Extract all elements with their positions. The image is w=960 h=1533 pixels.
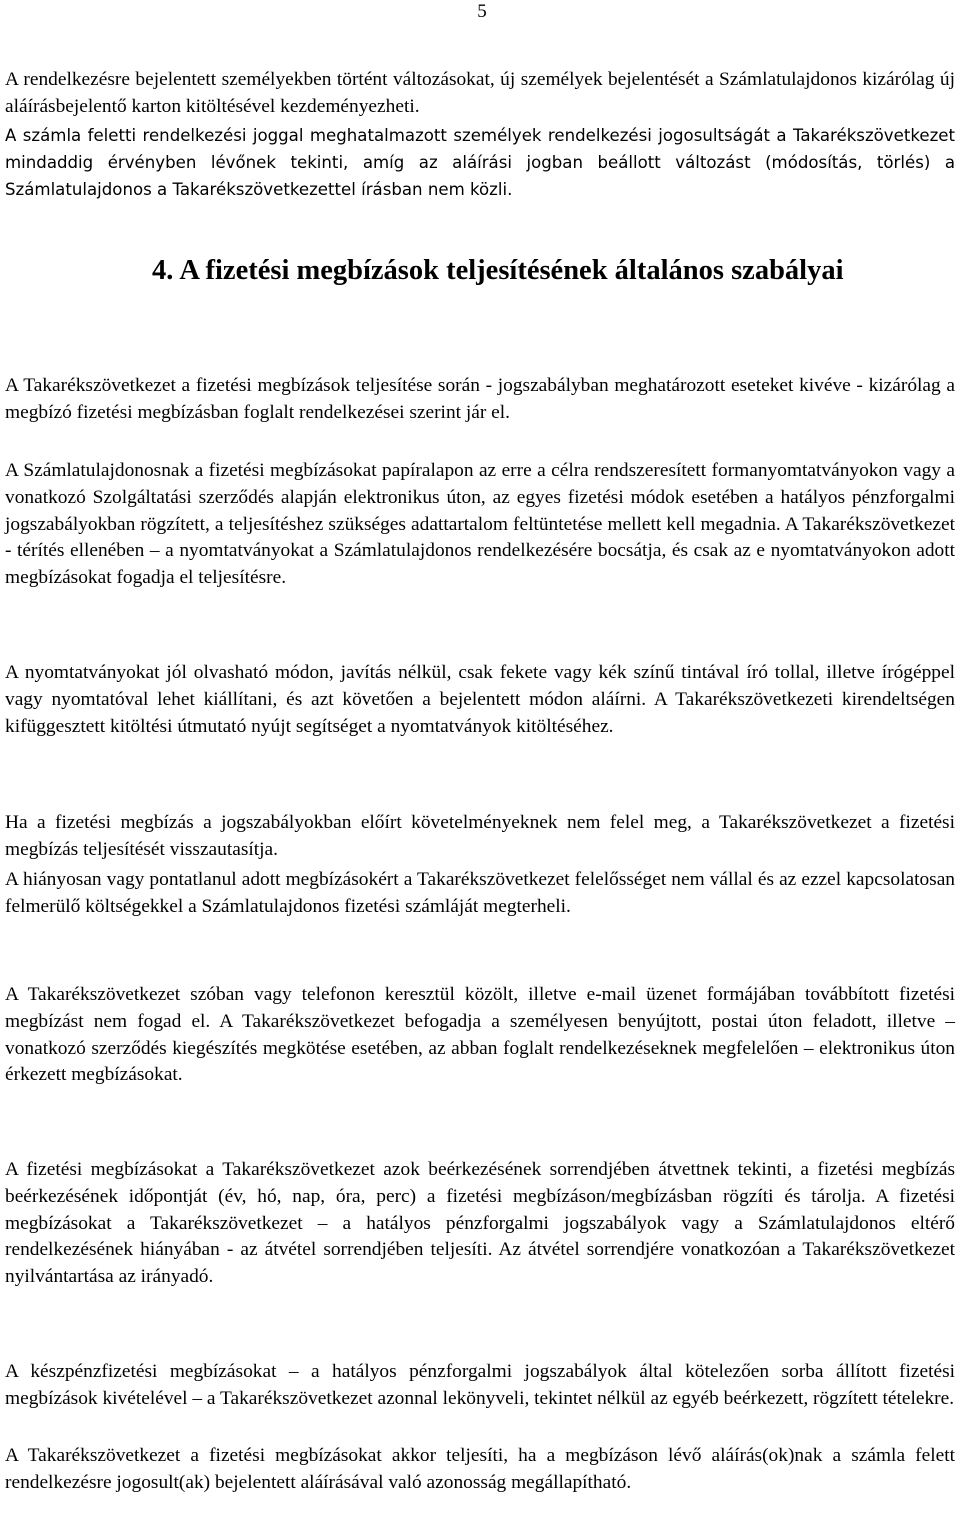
paragraph-form-filling: A nyomtatványokat jól olvasható módon, javítás nélkül, csak fekete vagy kék színű tintával író tollal, illetve írógéppel vagy nyomtatóval lehet kiállítani, és azt követően a bejelentett módon aláírni. A Takarékszövetkezeti kirendeltségen kifüggesztett kitöltési útmutató nyújt segítséget a nyomtatványok kitöltéséhez. [5,662,955,737]
paragraph-accepted-channels: A Takarékszövetkezet szóban vagy telefonon keresztül közölt, illetve e-mail üzenet formájában továbbított fizetési megbízást nem fogad el. A Takarékszövetkezet befogadja a személyesen benyújtott, postai úton feladott, illetve – vonatkozó szerződés kiegészítés megkötése esetében, az abban foglalt rendelkezéseknek megfelelően – elektronikus úton érkezett megbízásokat. [5,984,955,1086]
paragraph-receipt-order: A fizetési megbízásokat a Takarékszövetkezet azok beérkezésének sorrendjében átvettnek tekinti, a fizetési megbízás beérkezésének időpontját (év, hó, nap, óra, perc) a fizetési megbízáson/megbízásban rögzíti és tárolja. A fizetési megbízásokat a Takarékszövetkezet – a hatályos pénzforgalmi jogszabályok vagy a Számlatulajdonos eltérő rendelkezésének hiányában - az átvétel sorrendjében teljesíti. Az átvétel sorrendjére vonatkozóan a Takarékszövetkezet nyilvántartása az irányadó. [5,1159,955,1288]
paragraph-authorized-persons: A számla feletti rendelkezési joggal meghatalmazott személyek rendelkezési jogosultságát a Takarékszövetkezet mindaddig érvényben lévőnek tekinti, amíg az aláírási jogban beállott változást (módosítás, törlés) a Számlatulajdonos a Takarékszövetkezettel írásban nem közli. [5,126,955,200]
paragraph-liability: A hiányosan vagy pontatlanul adott megbízásokért a Takarékszövetkezet felelősséget nem vállal és az ezzel kapcsolatosan felmerülő költségekkel a Számlatulajdonos fizetési számláját megterheli. [5,869,955,917]
paragraph-forms-submission: A Számlatulajdonosnak a fizetési megbízásokat papíralapon az erre a célra rendszeresített formanyomtatványokon vagy a vonatkozó Szolgáltatási szerződés alapján elektronikus úton, az egyes fizetési módok esetében a hatályos pénzforgalmi jogszabályokban rögzített, a teljesítéshez szükséges adattartalom feltüntetése mellett kell megadnia. A Takarékszövetkezet - térítés ellenében – a nyomtatványokat a Számlatulajdonos rendelkezésére bocsátja, és csak az e nyomtatványokon adott megbízásokat fogadja el teljesítésre. [5,460,955,589]
section-title: A fizetési megbízások teljesítésének általános szabályai [179,255,844,286]
page-number: 5 [477,1,487,22]
paragraph-signature-verification: A Takarékszövetkezet a fizetési megbízásokat akkor teljesíti, ha a megbízáson lévő aláírás(ok)nak a számla felett rendelkezésre jogosult(ak) bejelentett aláírásával való azonosság megállapítható. [5,1445,955,1493]
paragraph-rejection: Ha a fizetési megbízás a jogszabályokban előírt követelményeknek nem felel meg, a Takarékszövetkezet a fizetési megbízás teljesítését visszautasítja. [5,812,955,860]
paragraph-execution-rules: A Takarékszövetkezet a fizetési megbízások teljesítése során - jogszabályban meghatározott eseteket kivéve - kizárólag a megbízó fizetési megbízásban foglalt rendelkezései szerint jár el. [5,375,955,423]
section-heading [152,251,872,291]
paragraph-cash-payments: A készpénzfizetési megbízásokat – a hatályos pénzforgalmi jogszabályok által kötelezően sorba állított fizetési megbízások kivételével – a Takarékszövetkezet azonnal lekönyveli, tekintet nélkül az egyéb beérkezett, rögzített tételekre. [5,1361,955,1409]
section-number: 4. [152,255,174,286]
paragraph-signature-changes: A rendelkezésre bejelentett személyekben történt változásokat, új személyek bejelentését a Számlatulajdonos kizárólag új aláírásbejelentő karton kitöltésével kezdeményezheti. [5,69,955,117]
